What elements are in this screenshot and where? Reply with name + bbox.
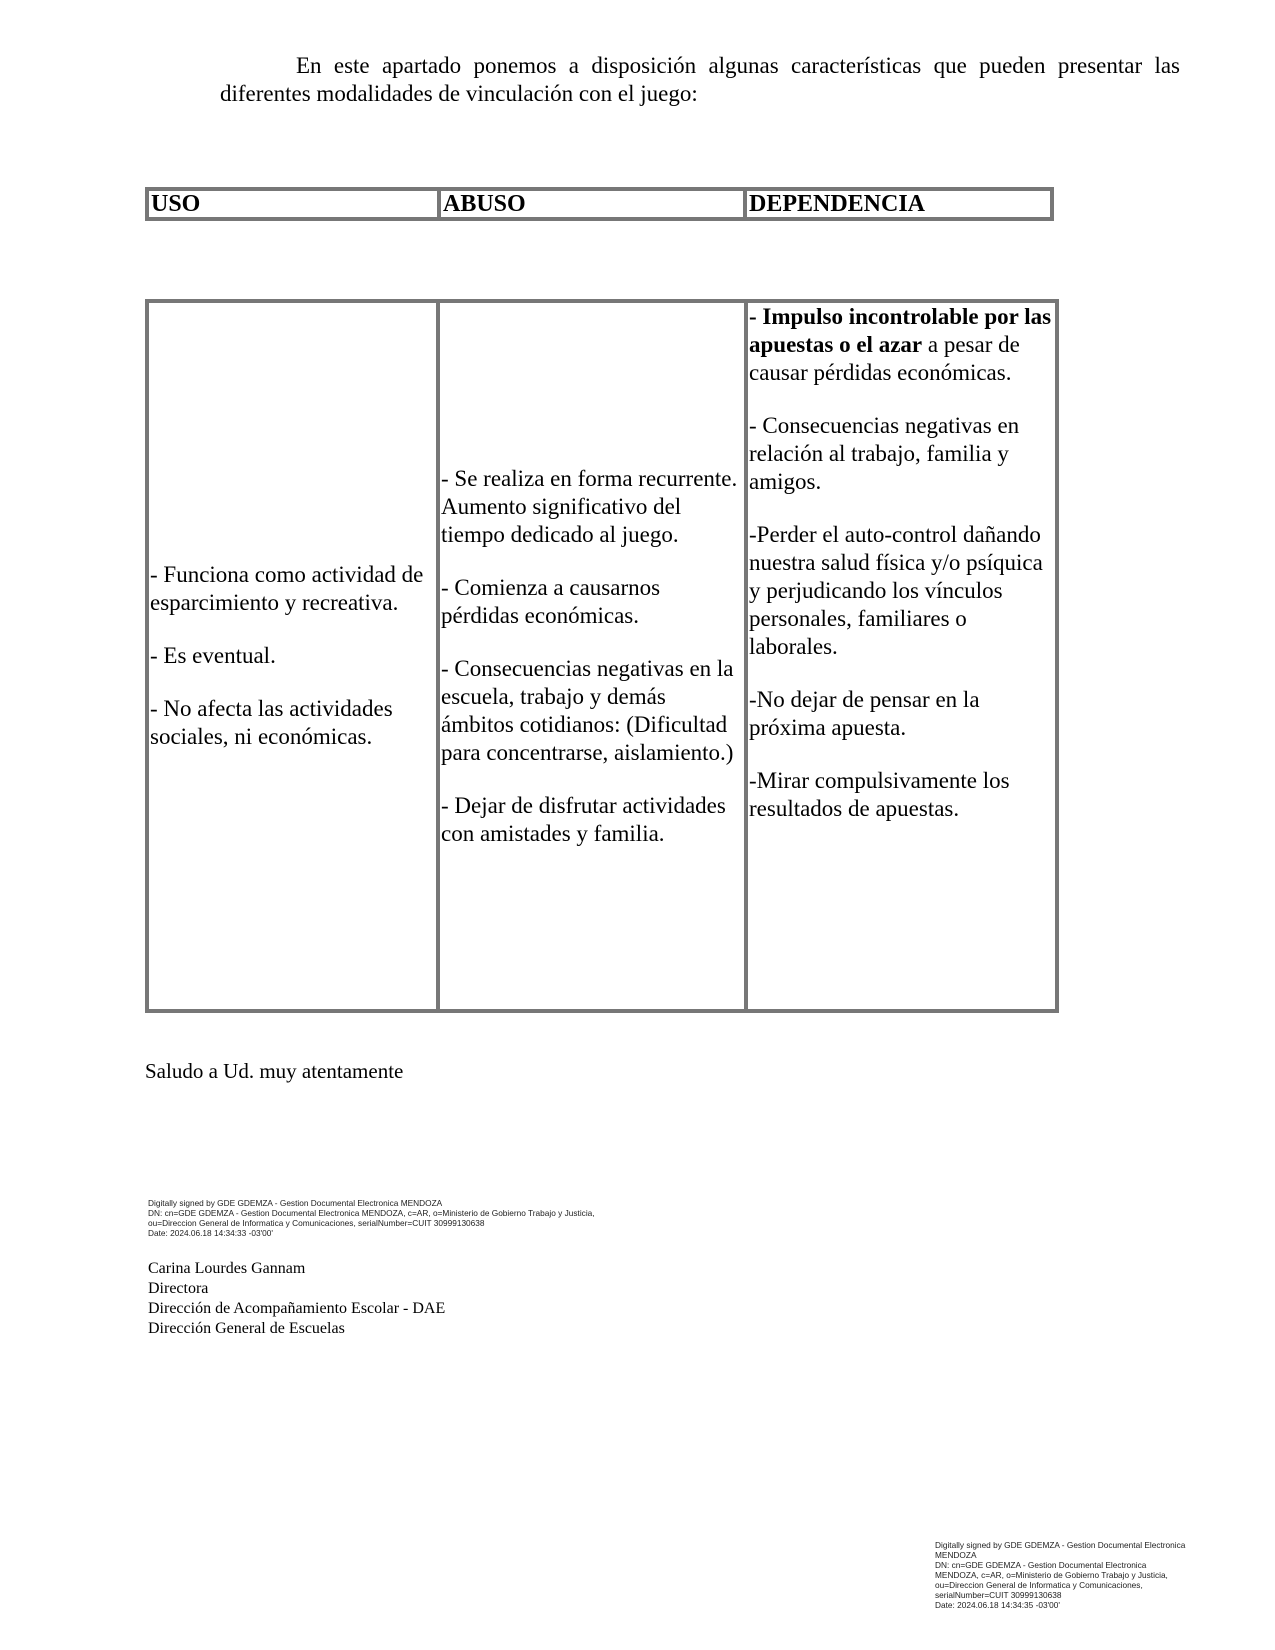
signature-line: Date: 2024.06.18 14:34:33 -03'00' [148, 1228, 273, 1238]
header-abuso: ABUSO [439, 189, 745, 219]
signer-name: Carina Lourdes Gannam [148, 1260, 306, 1277]
dependencia-item: - Consecuencias negativas en relación al trabajo, familia y amigos. [749, 413, 1020, 494]
signature-line: ou=Direccion General de Informatica y Comunicaciones, [935, 1580, 1143, 1590]
dependencia-bold-text: - Impulso incontrolable por las apuestas o el azar [749, 304, 1052, 357]
signature-line: MENDOZA, c=AR, o=Ministerio de Gobierno Trabajo y Justicia, [935, 1570, 1168, 1580]
uso-item: - Es eventual. [150, 643, 276, 668]
uso-item: - No afecta las actividades sociales, ni económicas. [150, 696, 393, 749]
digital-signature-1 [148, 1198, 595, 1238]
abuso-item: - Consecuencias negativas en la escuela, trabajo y demás ámbitos cotidianos: (Dificultad para concentrarse, aislamiento.) [441, 655, 734, 765]
signature-line: DN: cn=GDE GDEMZA - Gestion Documental Electronica [935, 1560, 1147, 1570]
header-table [145, 187, 1054, 221]
signer-unit: Dirección de Acompañamiento Escolar - DAE [148, 1300, 446, 1317]
characteristics-table [145, 299, 1059, 1013]
closing-text: Saludo a Ud. muy atentamente [145, 1059, 404, 1083]
dependencia-rest-text: a pesar de causar pérdidas económicas. [749, 332, 1020, 385]
dependencia-item [749, 303, 1054, 387]
dependencia-item: -No dejar de pensar en la próxima apuesta. [749, 687, 980, 740]
dependencia-item: -Mirar compulsivamente los resultados de apuestas. [749, 768, 1010, 821]
header-uso: USO [147, 189, 439, 219]
signer-block [148, 1259, 445, 1339]
signature-line: ou=Direccion General de Informatica y Comunicaciones, serialNumber=CUIT 30999130638 [148, 1218, 485, 1228]
abuso-item: - Comienza a causarnos pérdidas económicas. [441, 574, 661, 628]
uso-cell [147, 301, 438, 1011]
digital-signature-2 [935, 1540, 1225, 1610]
header-dependencia: DEPENDENCIA [745, 189, 1052, 219]
signer-role: Directora [148, 1280, 209, 1297]
signature-line: Date: 2024.06.18 14:34:35 -03'00' [935, 1600, 1060, 1610]
abuso-cell [438, 301, 746, 1011]
signature-line: DN: cn=GDE GDEMZA - Gestion Documental Electronica MENDOZA, c=AR, o=Ministerio de Gobierno Trabajo y Justicia, [148, 1208, 595, 1218]
uso-item: - Funciona como actividad de esparcimiento y recreativa. [150, 562, 424, 615]
dependencia-item: -Perder el auto-control dañando nuestra salud física y/o psíquica y perjudicando los vínculos personales, familiares o laborales. [749, 522, 1043, 659]
abuso-item: - Dejar de disfrutar actividades con amistades y familia. [441, 792, 726, 846]
signature-line: Digitally signed by GDE GDEMZA - Gestion Documental Electronica MENDOZA [148, 1198, 443, 1208]
signature-line: serialNumber=CUIT 30999130638 [935, 1590, 1062, 1600]
dependencia-cell [746, 301, 1057, 1011]
abuso-item: - Se realiza en forma recurrente. Aumento significativo del tiempo dedicado al juego. [441, 465, 738, 547]
intro-paragraph: En este apartado ponemos a disposición algunas características que pueden presentar las diferentes modalidades de vinculación con el juego: [220, 53, 1180, 106]
signer-org: Dirección General de Escuelas [148, 1320, 345, 1337]
signature-line: MENDOZA [935, 1550, 977, 1560]
signature-line: Digitally signed by GDE GDEMZA - Gestion Documental Electronica [935, 1540, 1186, 1550]
